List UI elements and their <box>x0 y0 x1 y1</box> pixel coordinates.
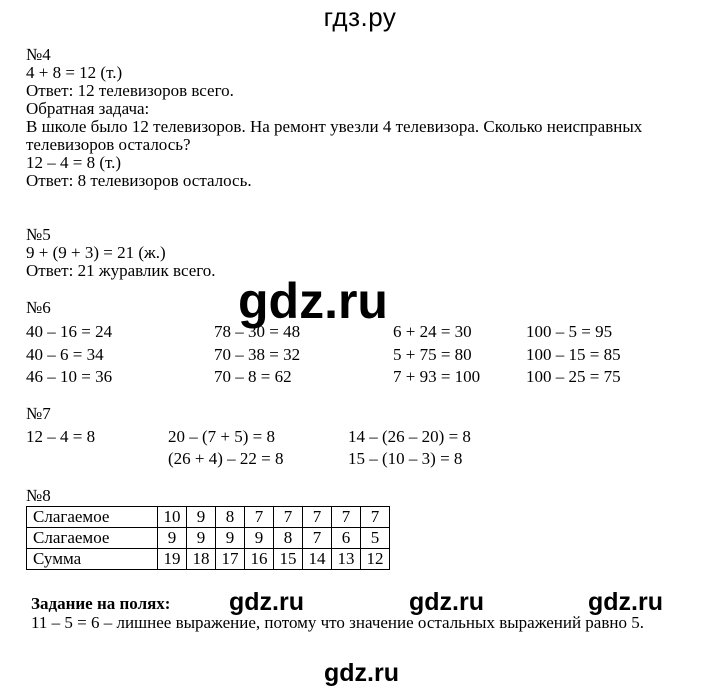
task6-equation: 46 – 10 = 36 <box>26 367 113 386</box>
task4-line: Ответ: 8 телевизоров осталось. <box>26 171 252 190</box>
table-row <box>27 507 390 528</box>
task7-equation: 15 – (10 – 3) = 8 <box>348 449 463 468</box>
watermark: gdz.ru <box>229 588 304 616</box>
table-cell: 7 <box>332 507 361 528</box>
row-label: Слагаемое <box>27 528 158 549</box>
task6-equation: 100 – 5 = 95 <box>526 322 613 341</box>
task5-line: 9 + (9 + 3) = 21 (ж.) <box>26 243 166 262</box>
task6-equation: 70 – 38 = 32 <box>214 345 301 364</box>
task7-title: №7 <box>26 404 51 423</box>
task6-equation: 70 – 8 = 62 <box>214 367 292 386</box>
margin-task-text: 11 – 5 = 6 – лишнее выражение, потому что значение остальных выражений равно 5. <box>31 613 644 632</box>
task8-title: №8 <box>26 486 51 505</box>
table-cell: 9 <box>187 528 216 549</box>
table-cell: 7 <box>274 507 303 528</box>
task4-line: 4 + 8 = 12 (т.) <box>26 63 123 82</box>
task4-line: Ответ: 12 телевизоров всего. <box>26 81 234 100</box>
site-header: гдз.ру <box>323 2 397 32</box>
task6-equation: 40 – 16 = 24 <box>26 322 113 341</box>
table-cell: 18 <box>187 549 216 570</box>
table-cell: 19 <box>158 549 187 570</box>
table-cell: 14 <box>303 549 332 570</box>
table-cell: 7 <box>245 507 274 528</box>
table-cell: 9 <box>187 507 216 528</box>
task5-line: Ответ: 21 журавлик всего. <box>26 261 216 280</box>
table-cell: 6 <box>332 528 361 549</box>
task6-title: №6 <box>26 298 51 317</box>
task7-equation: 20 – (7 + 5) = 8 <box>168 427 275 446</box>
row-label: Слагаемое <box>27 507 158 528</box>
task4-line: 12 – 4 = 8 (т.) <box>26 153 122 172</box>
task6-equation: 40 – 6 = 34 <box>26 345 104 364</box>
table-cell: 17 <box>216 549 245 570</box>
table-cell: 5 <box>361 528 390 549</box>
task4-line: В школе было 12 телевизоров. На ремонт увезли 4 телевизора. Сколько неисправных <box>26 117 643 136</box>
watermark: gdz.ru <box>588 588 663 616</box>
watermark: gdz.ru <box>409 588 484 616</box>
task6-equation: 7 + 93 = 100 <box>393 367 481 386</box>
task4-line: телевизоров осталось? <box>26 135 191 154</box>
table-cell: 8 <box>274 528 303 549</box>
task4-line: Обратная задача: <box>26 99 150 118</box>
task5-title: №5 <box>26 225 51 244</box>
task6-equation: 78 – 30 = 48 <box>214 322 301 341</box>
table-cell: 7 <box>303 528 332 549</box>
table-cell: 8 <box>216 507 245 528</box>
table-cell: 9 <box>216 528 245 549</box>
task7-equation: 12 – 4 = 8 <box>26 427 96 446</box>
watermark: gdz.ru <box>324 659 399 687</box>
table-cell: 10 <box>158 507 187 528</box>
table-cell: 13 <box>332 549 361 570</box>
table-row <box>27 528 390 549</box>
watermark: gdz.ru <box>238 273 388 329</box>
task6-equation: 100 – 25 = 75 <box>526 367 621 386</box>
table-cell: 12 <box>361 549 390 570</box>
table-cell: 9 <box>158 528 187 549</box>
task7-equation: (26 + 4) – 22 = 8 <box>168 449 284 468</box>
row-label: Сумма <box>27 549 158 570</box>
table-cell: 16 <box>245 549 274 570</box>
table-cell: 15 <box>274 549 303 570</box>
task4-title: №4 <box>26 45 51 64</box>
table-row <box>27 549 390 570</box>
margin-task-title: Задание на полях: <box>31 594 171 613</box>
task6-equation: 5 + 75 = 80 <box>393 345 472 364</box>
table-cell: 9 <box>245 528 274 549</box>
task7-equation: 14 – (26 – 20) = 8 <box>348 427 471 446</box>
task6-equation: 100 – 15 = 85 <box>526 345 621 364</box>
table-cell: 7 <box>303 507 332 528</box>
task6-equation: 6 + 24 = 30 <box>393 322 472 341</box>
addition-table <box>26 506 390 570</box>
table-cell: 7 <box>361 507 390 528</box>
